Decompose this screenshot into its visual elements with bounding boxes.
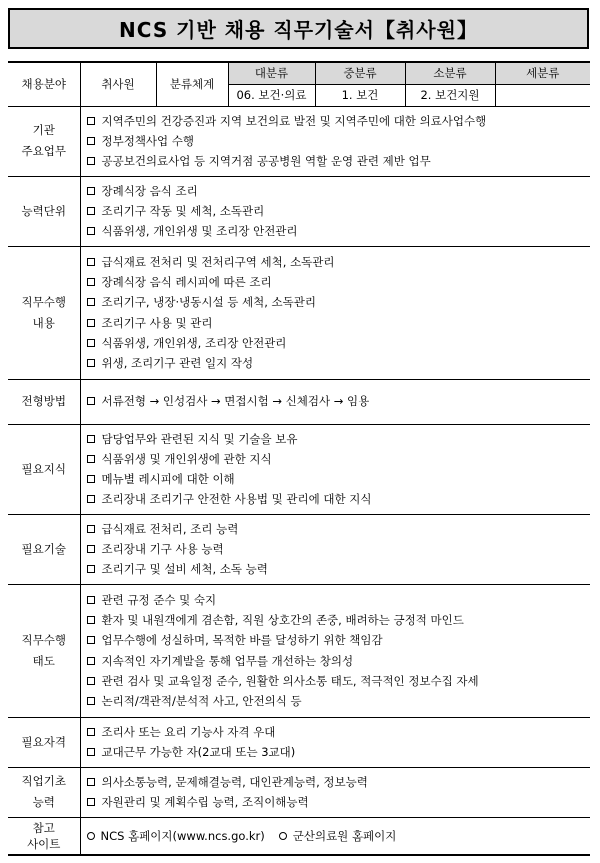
reference-content: [80, 817, 590, 855]
checkbox-icon: [87, 616, 95, 624]
list-item: [87, 610, 585, 630]
item-text: 서류전형 → 인성검사 → 면접시험 → 신체검사 → 임용: [101, 394, 370, 409]
item-text: 정부정책사업 수행: [101, 133, 195, 148]
ability-units-content: [80, 176, 590, 246]
field-label: 채용분야: [8, 62, 80, 106]
item-text: 조리기구 사용 및 관리: [101, 315, 213, 330]
checkbox-icon: [87, 565, 95, 573]
item-text: 조리장내 기구 사용 능력: [101, 542, 224, 557]
circle-bullet-icon: [279, 832, 287, 840]
header-row-1: [8, 62, 590, 84]
checkbox-icon: [87, 748, 95, 756]
checkbox-icon: [87, 525, 95, 533]
checkbox-icon: [87, 435, 95, 443]
list-item: [87, 221, 585, 241]
item-text: 식품위생, 개인위생 및 조리장 안전관리: [101, 224, 298, 239]
checkbox-icon: [87, 298, 95, 306]
item-text: 환자 및 내원객에게 겸손함, 직원 상호간의 존중, 배려하는 긍정적 마인드: [101, 613, 464, 628]
item-text: 조리장내 조리기구 안전한 사용법 및 관리에 대한 지식: [101, 492, 372, 507]
item-text: 식품위생 및 개인위생에 관한 지식: [101, 451, 272, 466]
qualification-content: [80, 717, 590, 767]
minor-category-value: 2. 보건지원: [405, 84, 495, 106]
list-item: [87, 449, 585, 469]
reference-links: [81, 828, 591, 844]
duties-content: [80, 246, 590, 379]
checkbox-icon: [87, 798, 95, 806]
attitude-content: [80, 584, 590, 717]
mission-row: [8, 106, 590, 176]
item-text: 조리사 또는 요리 기능사 자격 우대: [101, 724, 276, 739]
item-text: 교대근무 가능한 자(2교대 또는 3교대): [101, 745, 296, 760]
mission-label-line2: 주요업무: [21, 144, 66, 158]
list-item: [87, 651, 585, 671]
item-text: 자원관리 및 계획수립 능력, 조직이해능력: [101, 795, 309, 810]
checkbox-icon: [87, 697, 95, 705]
duties-label-line2: 내용: [32, 315, 55, 330]
basic-skills-label-line2: 능력: [32, 795, 55, 810]
checkbox-icon: [87, 227, 95, 235]
checkbox-icon: [87, 278, 95, 286]
reference-label-line2: 사이트: [27, 836, 61, 851]
knowledge-content: [80, 424, 590, 514]
attitude-label: [8, 584, 80, 717]
checkbox-icon: [87, 258, 95, 266]
list-item: [87, 772, 585, 792]
basic-skills-label-line1: 직업기초: [21, 774, 66, 789]
item-text: 급식재료 전처리, 조리 능력: [101, 521, 239, 536]
list-item: [87, 252, 585, 272]
list-item: [87, 201, 585, 221]
middle-category-value: 1. 보건: [315, 84, 405, 106]
list-item: [87, 131, 585, 151]
qualification-row: [8, 717, 590, 767]
mission-label-line1: 기관: [32, 123, 55, 137]
list-item: [87, 539, 585, 559]
item-text: 공공보건의료사업 등 지역거점 공공병원 역할 운영 관련 제반 업무: [101, 154, 431, 169]
selection-content: [80, 379, 590, 424]
checkbox-icon: [87, 117, 95, 125]
job-description-table: [8, 61, 590, 856]
list-item: [87, 630, 585, 650]
checkbox-icon: [87, 596, 95, 604]
list-item: [87, 353, 585, 373]
list-item: [87, 333, 585, 353]
attitude-label-line2: 태도: [32, 653, 55, 668]
mission-label: [8, 106, 80, 176]
ncs-homepage-link[interactable]: NCS 홈페이지(www.ncs.go.kr): [100, 828, 265, 843]
detail-category-value: [495, 84, 590, 106]
mission-content: [80, 106, 590, 176]
ability-units-label: 능력단위: [8, 176, 80, 246]
item-text: 지역주민의 건강증진과 지역 보건의료 발전 및 지역주민에 대한 의료사업수행: [101, 113, 487, 128]
list-item: [87, 742, 585, 762]
checkbox-icon: [87, 545, 95, 553]
checkbox-icon: [87, 397, 95, 405]
item-text: 조리기구 작동 및 세척, 소독관리: [101, 203, 265, 218]
item-text: 담당업무와 관련된 지식 및 기술을 보유: [101, 431, 298, 446]
checkbox-icon: [87, 157, 95, 165]
item-text: 지속적인 자기계발을 통해 업무를 개선하는 창의성: [101, 653, 354, 668]
item-text: 조리기구 및 설비 세척, 소독 능력: [101, 562, 268, 577]
item-text: 관련 검사 및 교육일정 준수, 원활한 의사소통 태도, 적극적인 정보수집 자세: [101, 673, 479, 688]
checkbox-icon: [87, 207, 95, 215]
classification-label: 분류체계: [156, 62, 228, 106]
item-text: 관련 규정 준수 및 숙지: [101, 592, 217, 607]
hospital-homepage-link[interactable]: 군산의료원 홈페이지: [292, 828, 397, 843]
item-text: 의사소통능력, 문제해결능력, 대인관계능력, 정보능력: [101, 774, 368, 789]
list-item: [87, 429, 585, 449]
checkbox-icon: [87, 475, 95, 483]
reference-row: [8, 817, 590, 855]
list-item: [87, 111, 585, 131]
major-category-label: 대분류: [228, 62, 315, 84]
item-text: 메뉴별 레시피에 대한 이해: [101, 472, 235, 487]
detail-category-label: 세분류: [495, 62, 590, 84]
major-category-value: 06. 보건·의료: [228, 84, 315, 106]
reference-label-line1: 참고: [32, 820, 55, 835]
checkbox-icon: [87, 455, 95, 463]
item-text: 논리적/객관적/분석적 사고, 안전의식 등: [101, 694, 302, 709]
circle-bullet-icon: [87, 832, 95, 840]
selection-label: 전형방법: [8, 379, 80, 424]
list-item: [87, 671, 585, 691]
checkbox-icon: [87, 677, 95, 685]
list-item: [87, 519, 585, 539]
basic-skills-content: [80, 767, 590, 817]
middle-category-label: 중분류: [315, 62, 405, 84]
skills-row: [8, 514, 590, 584]
field-value: 취사원: [80, 62, 156, 106]
list-item: [87, 151, 585, 171]
list-item: [87, 181, 585, 201]
list-item: [87, 489, 585, 509]
knowledge-label: 필요지식: [8, 424, 80, 514]
list-item: [87, 792, 585, 812]
item-text: 업무수행에 성실하며, 목적한 바를 달성하기 위한 책임감: [101, 633, 383, 648]
checkbox-icon: [87, 778, 95, 786]
item-text: 위생, 조리기구 관련 일지 작성: [101, 356, 254, 371]
item-text: 급식재료 전처리 및 전처리구역 세척, 소독관리: [101, 254, 335, 269]
minor-category-label: 소분류: [405, 62, 495, 84]
list-item: [87, 559, 585, 579]
list-item: [87, 272, 585, 292]
reference-label: [8, 817, 80, 855]
item-text: 식품위생, 개인위생, 조리장 안전관리: [101, 335, 287, 350]
skills-label: 필요기술: [8, 514, 80, 584]
document-title: [8, 8, 589, 49]
selection-row: [8, 379, 590, 424]
qualification-label: 필요자격: [8, 717, 80, 767]
item-text: 조리기구, 냉장·냉동시설 등 세척, 소독관리: [101, 295, 316, 310]
list-item: [87, 590, 585, 610]
list-item: [87, 391, 585, 411]
checkbox-icon: [87, 728, 95, 736]
item-text: 장례식장 음식 레시피에 따른 조리: [101, 274, 272, 289]
checkbox-icon: [87, 187, 95, 195]
checkbox-icon: [87, 657, 95, 665]
skills-content: [80, 514, 590, 584]
duties-label-line1: 직무수행: [21, 294, 66, 309]
duties-label: [8, 246, 80, 379]
list-item: [87, 722, 585, 742]
list-item: [87, 292, 585, 312]
list-item: [87, 313, 585, 333]
knowledge-row: [8, 424, 590, 514]
duties-row: [8, 246, 590, 379]
checkbox-icon: [87, 339, 95, 347]
list-item: [87, 691, 585, 711]
checkbox-icon: [87, 495, 95, 503]
basic-skills-row: [8, 767, 590, 817]
basic-skills-label: [8, 767, 80, 817]
checkbox-icon: [87, 636, 95, 644]
attitude-label-line1: 직무수행: [21, 632, 66, 647]
checkbox-icon: [87, 319, 95, 327]
title-text: NCS 기반 채용 직무기술서【취사원】: [119, 18, 478, 42]
attitude-row: [8, 584, 590, 717]
checkbox-icon: [87, 359, 95, 367]
ability-units-row: [8, 176, 590, 246]
checkbox-icon: [87, 137, 95, 145]
item-text: 장례식장 음식 조리: [101, 183, 198, 198]
list-item: [87, 469, 585, 489]
